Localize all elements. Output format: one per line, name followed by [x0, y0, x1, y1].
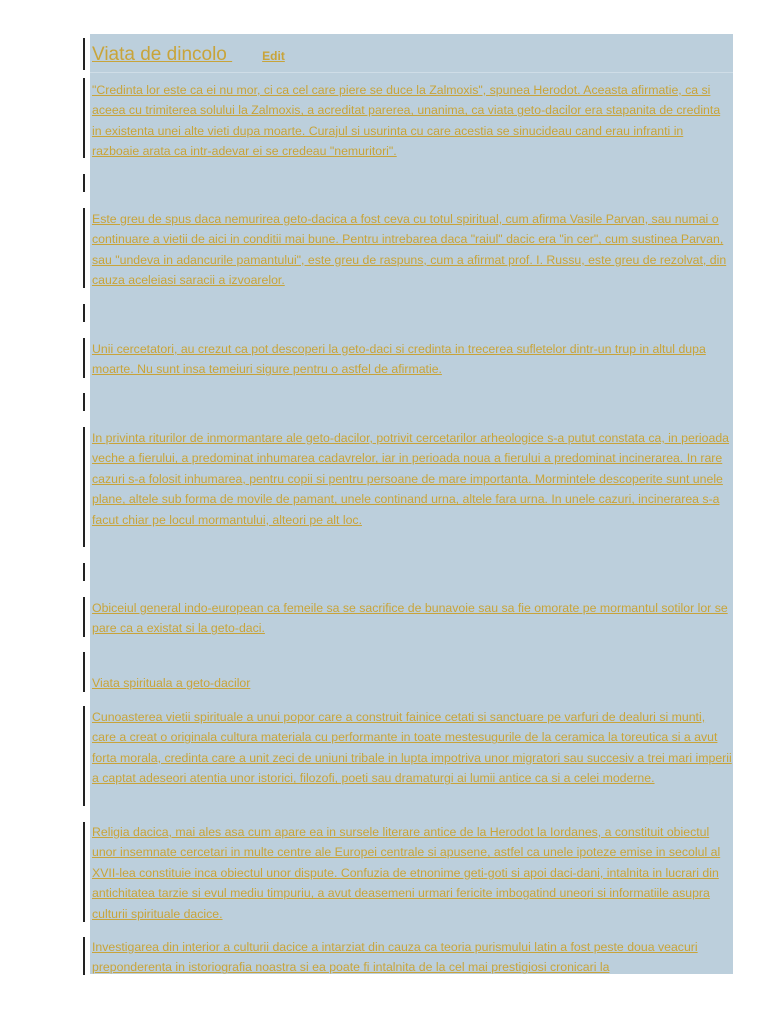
margin-bar — [83, 563, 85, 581]
margin-bar — [83, 78, 85, 158]
margin-bar — [83, 706, 85, 806]
page-title[interactable]: Viata de dincolo — [92, 44, 233, 65]
paragraph[interactable]: Este greu de spus daca nemurirea geto-dacica a fost ceva cu totul spiritual, cum afirma Vasile Parvan, sau numai o continuare a vietii de aici in conditii mai bune. Pentru intrebarea daca "raiul" dacic era "in cer", cum sustinea Parvan, sau "undeva in adancurile pamantului", este greu de raspuns, cum a afirmat prof. I. Russu, este greu de rezolvat, din cauza aceleiasi saracii a izvoarelor. — [92, 212, 727, 288]
paragraph[interactable]: In privinta riturilor de inmormantare ale geto-dacilor, potrivit cercetarilor arheologice s-a putut constata ca, in perioada veche a fierului, a predominat inhumarea cadavrelor, iar in perioada noua a fierului a predominat incinerarea. In rare cazuri s-a folosit inhumarea, pentru copii si pentru persoane de mare importanta. Mormintele descoperite sunt unele plane, altele sub forma de movile de pamant, unele continand urna, altele fara urna. In unele cazuri, incinerarea s-a facut chiar pe locul mormantului, alteori pe alt loc. — [92, 431, 730, 527]
margin-bar — [83, 652, 85, 692]
title-row — [92, 44, 285, 66]
title-divider — [90, 72, 733, 73]
paragraph[interactable]: Obiceiul general indo-european ca femeile sa se sacrifice de bunavoie sau sa fie omorate pe mormantul sotilor lor se pare ca a existat si la geto-daci. — [92, 601, 728, 636]
margin-bar — [83, 597, 85, 637]
paragraph[interactable]: Unii cercetatori, au crezut ca pot descoperi la geto-daci si credinta in trecerea sufletelor dintr-un trup in altul dupa moarte. Nu sunt insa temeiuri sigure pentru o astfel de afirmatie. — [92, 342, 706, 377]
margin-bar — [83, 393, 85, 411]
edit-link[interactable]: Edit — [262, 49, 285, 63]
paragraph[interactable]: Investigarea din interior a culturii dacice a intarziat din cauza ca teoria purismului latin a fost peste doua veacuri preponderenta in istoriografia noastra si ea poate fi intalnita de la cel mai prestigiosi cronicari la — [92, 940, 698, 975]
margin-bar — [83, 937, 85, 975]
margin-bar — [83, 338, 85, 378]
paragraph[interactable]: "Credinta lor este ca ei nu mor, ci ca cel care piere se duce la Zalmoxis", spunea Herodot. Aceasta afirmatie, ca si aceea cu trimiterea solului la Zalmoxis, a acreditat parerea, unanima, ca viata geto-dacilor era stapanita de credinta in existenta unei alte vieti dupa moarte. Curajul si usurinta cu care acestia se sinucideau cand erau infranti in razboaie arata ca intr-adevar ei se credeau "nemuritori". — [92, 83, 721, 159]
margin-bar — [83, 304, 85, 322]
margin-bar — [83, 38, 85, 70]
margin-bar — [83, 427, 85, 547]
paragraph[interactable]: Religia dacica, mai ales asa cum apare ea in sursele literare antice de la Herodot la Iordanes, a constituit obiectul unor insemnate cercetari in multe centre ale Europei centrale si apusene, astfel ca unele ipoteze emise in secolul al XVII-lea constituie inca obiectul unor dispute. Confuzia de etnonime geti-goti si apoi daci-dani, intalnita in lucrari din antichitatea tarzie si evul mediu timpuriu, a avut deasemeni urmari fericite imbogatind uneori si informatiile asupra culturii spirituale dacice. — [92, 825, 721, 921]
margin-bar — [83, 208, 85, 288]
paragraph[interactable]: Cunoasterea vietii spirituale a unui popor care a construit fainice cetati si sanctuare pe varfuri de dealuri si munti, care a creat o originala cultura materiala cu performante in toate mestesugurile de la ceramica la toreutica si a avut forta morala, credinta care a unit zeci de uniuni tribale in lupta impotriva unor migratori sau succesiv a trei mari imperii a captat adeseori atentia unor istorici, filozofi, poeti sau dramaturgi ai lumii antice ca si a celei moderne. — [92, 710, 732, 786]
margin-bar — [83, 822, 85, 922]
margin-bar — [83, 174, 85, 192]
section-heading[interactable]: Viata spirituala a geto-dacilor — [92, 676, 251, 690]
